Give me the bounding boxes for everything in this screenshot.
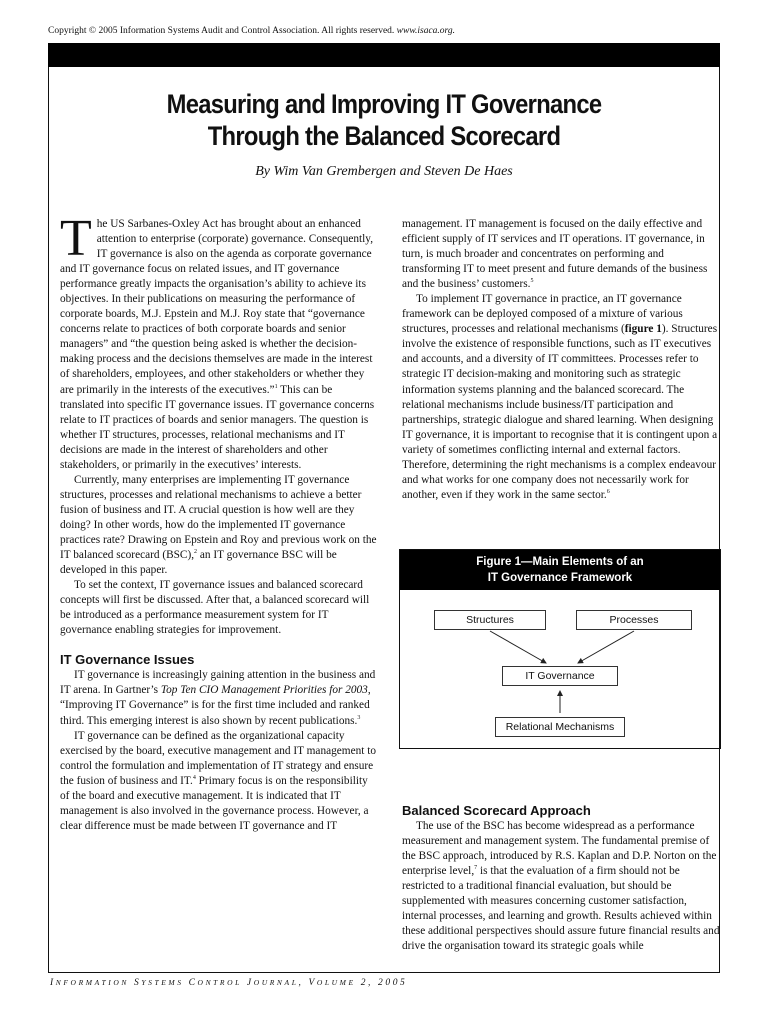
footnote-ref: 5 bbox=[530, 278, 534, 285]
article-byline: By Wim Van Grembergen and Steven De Haes bbox=[255, 164, 513, 179]
paragraph: Currently, many enterprises are implementing IT governance structures, processes and relational mechanisms to achieve a better fusion of business and IT. A crucial question is how well are they doing? In other words, how do the implemented IT governance practices rate? Drawing on Epstein and Roy and previous work on the IT balanced scorecard (BSC),$^2$ an IT governance BSC will be developed in this paper. bbox=[60, 473, 377, 577]
figure-title: Figure 1—Main Elements of an IT Governance Framework bbox=[400, 550, 720, 590]
paragraph: IT governance can be defined as the organizational capacity exercised by the board, executive management and IT management to control the formulation and implementation of IT strategy and ensure the fusion of business and IT.$^4$ Primary focus is on the responsibility of the board and executive management. It is indicated that IT management is also involved in the governance process. However, a clear difference must be made between IT governance and IT bbox=[60, 729, 376, 832]
footnote-ref: 3 bbox=[357, 714, 361, 721]
section-heading-it-governance: IT Governance Issues bbox=[60, 652, 195, 668]
box-structures: Structures bbox=[434, 610, 546, 630]
paragraph: IT governance is increasingly gaining attention in the business and IT arena. In Gartner’s Top Ten CIO Management Priorities for 2003, “Improving IT Governance” is for the first time included and ranked third. This emerging interest is also shown by recent publications.$^3$ bbox=[60, 669, 376, 727]
footnote-ref: 6 bbox=[606, 489, 610, 496]
box-relational-mechanisms: Relational Mechanisms bbox=[495, 717, 625, 737]
box-it-governance: IT Governance bbox=[502, 666, 618, 686]
arrow-structures-to-governance bbox=[490, 631, 546, 663]
box-processes: Processes bbox=[576, 610, 692, 630]
title-line-2: Through the Balanced Scorecard bbox=[207, 121, 561, 151]
section-heading-bsc: Balanced Scorecard Approach bbox=[402, 803, 591, 818]
footnote-ref: 1 bbox=[274, 383, 278, 390]
footnote-ref: 2 bbox=[194, 549, 198, 556]
footnote-ref: 4 bbox=[192, 774, 196, 781]
copyright-url[interactable]: www.isaca.org. bbox=[396, 26, 455, 36]
journal-footer: INFORMATION SYSTEMS CONTROL JOURNAL, VOLUME 2, 2005 bbox=[50, 978, 408, 988]
left-column bbox=[60, 210, 378, 834]
figure-1 bbox=[399, 549, 721, 749]
copyright-text: Copyright © 2005 Information Systems Audit and Control Association. All rights reserved. bbox=[48, 26, 395, 36]
drop-cap: T bbox=[60, 210, 92, 267]
paragraph: management. IT management is focused on the daily effective and efficient supply of IT services and IT operations. IT governance, in turn, is much broader and concentrates on performing and transforming IT to meet present and future demands of the business and the business’ customers.$^5$ bbox=[402, 218, 708, 291]
paragraph: The US Sarbanes-Oxley Act has brought about an enhanced attention to enterprise (corporate) governance. Consequently, IT governance is also on the agenda as corporate governance and IT governance focus on related issues, and IT governance performance greatly impacts the organisation’s ability to achieve its objectives. In their publications on measuring the performance of corporate boards, M.J. Epstein and M.J. Roy state that “governance concerns relate to practices of both corporate boards and senior managers” and “the question being asked is whether the decision-making process and the decisions themselves are made in the interest of shareholders, employees, and other stakeholders or whether they are primarily in the interests of the executives.”$^1$ This can be translated into specific IT governance issues. IT governance concerns relate to IT practices of boards and senior managers. The question is whether IT structures, processes, relational mechanisms and IT decisions are made in the interest of shareholders and other stakeholders, or primarily in the executives’ interests. bbox=[60, 210, 375, 471]
title-line-1: Measuring and Improving IT Governance bbox=[166, 89, 602, 119]
paragraph: The use of the BSC has become widespread as a performance measurement and management system. The fundamental premise of the BSC approach, introduced by R.S. Kaplan and D.P. Norton on the enterprise level,$^7$ is that the evaluation of a firm should not be restricted to a traditional financial evaluation, but should be supplemented with measures concerning customer satisfaction, internal processes, and learning and growth. Results achieved within these additional perspectives should assure future financial results and drive the organisation toward its strategic goals while bbox=[402, 820, 720, 953]
right-column-tail bbox=[402, 789, 720, 954]
figure-ref: figure 1 bbox=[624, 323, 662, 336]
paragraph: To set the context, IT governance issues and balanced scorecard concepts will first be discussed. After that, a balanced scorecard will be introduced as a performance measurement system for IT governance enabling strategies for improvement. bbox=[60, 579, 370, 637]
footnote-ref: 7 bbox=[474, 865, 478, 872]
article-title bbox=[88, 88, 679, 152]
top-black-bar bbox=[48, 43, 720, 67]
copyright-notice bbox=[48, 26, 455, 36]
arrow-processes-to-governance bbox=[578, 631, 634, 663]
paragraph: To implement IT governance in practice, an IT governance framework can be deployed composed of a mixture of various structures, processes and relational mechanisms (figure 1). Structures involve the existence of responsible functions, such as IT executives and accounts, and a diversity of IT committees. Processes refer to strategic IT decision-making and monitoring such as strategic information systems planning and the balanced scorecard. The relational mechanisms include business/IT participation and partnerships, strategic dialogue and shared learning. When designing IT governance, it is important to recognise that it is contingent upon a variety of sometimes conflicting internal and external factors. Therefore, determining the right mechanisms is a complex endeavour and what works for one company does not necessarily work for another, even if they work in the same sector.$^6$ bbox=[402, 293, 718, 501]
